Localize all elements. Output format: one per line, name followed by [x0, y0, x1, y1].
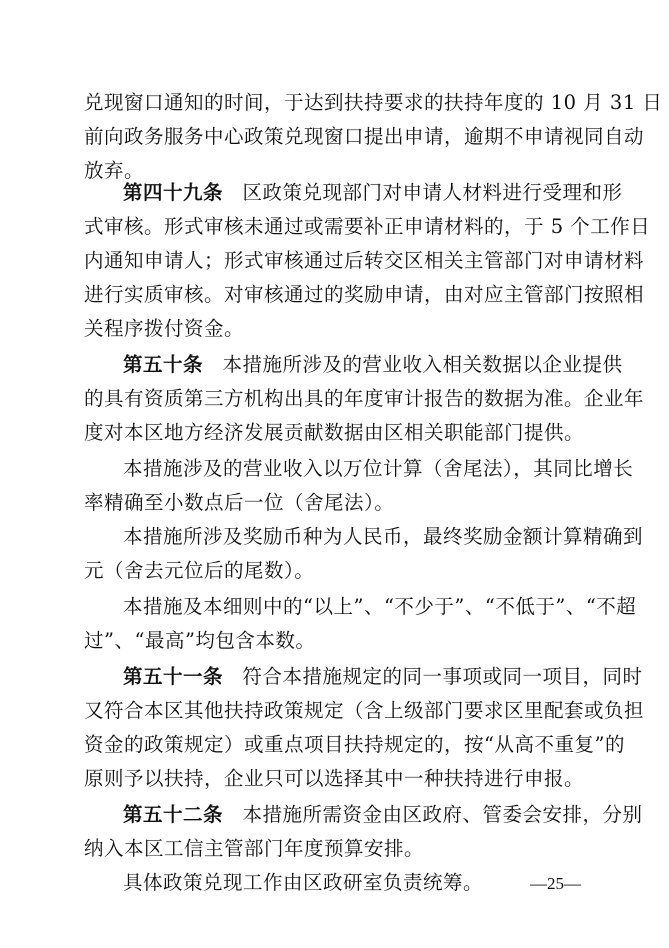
paragraph-line: 度对本区地方经济发展贡献数据由区相关职能部门提供。: [84, 421, 585, 444]
paragraph-line: 纳入本区工信主管部门年度预算安排。: [84, 837, 425, 860]
article-49-heading: 第四十九条: [123, 181, 224, 204]
paragraph-line: 式审核。形式审核未通过或需要补正申请材料的，于 5 个工作日: [84, 215, 651, 238]
article-50-first-line: [123, 348, 623, 382]
paragraph-line: 关程序拨付资金。: [84, 317, 245, 340]
paragraph-text: 符合本措施规定的同一事项或同一项目，同时: [242, 665, 643, 688]
paragraph-text: 本措施所涉及的营业收入相关数据以企业提供: [222, 353, 623, 376]
paragraph-text: 区政策兑现部门对申请人材料进行受理和形: [242, 181, 623, 204]
paragraph-line: 前向政务服务中心政策兑现窗口提出申请，逾期不申请视同自动: [84, 125, 645, 148]
paragraph-line: 进行实质审核。对审核通过的奖励申请，由对应主管部门按照相: [84, 283, 645, 306]
paragraph-line: 兑现窗口通知的时间，于达到扶持要求的扶持年度的 10 月 31 日: [84, 91, 663, 114]
paragraph-line: 本措施及本细则中的“以上”、“不少于”、“不低于”、“不超: [123, 595, 637, 618]
paragraph-line: 元（舍去元位后的尾数）。: [84, 559, 315, 582]
paragraph-line: 放弃。: [84, 159, 145, 182]
paragraph-line: 率精确至小数点后一位（舍尾法）。: [84, 491, 395, 514]
paragraph-line: 本措施涉及的营业收入以万位计算（舍尾法），其同比增长: [123, 457, 634, 480]
paragraph-line: 内通知申请人；形式审核通过后转交区相关主管部门对申请材料: [84, 249, 645, 272]
paragraph-line: 原则予以扶持，企业只可以选择其中一种扶持进行申报。: [84, 767, 585, 790]
paragraph-line: 的具有资质第三方机构出具的年度审计报告的数据为准。企业年: [84, 387, 645, 410]
article-52-first-line: [123, 798, 643, 832]
paragraph-text: 本措施所需资金由区政府、管委会安排，分别: [242, 803, 643, 826]
article-51-first-line: [123, 660, 643, 694]
paragraph-line: 又符合本区其他扶持政策规定（含上级部门要求区里配套或负担: [84, 699, 645, 722]
article-51-heading: 第五十一条: [123, 665, 224, 688]
paragraph-line: 过”、“最高”均包含本数。: [84, 629, 316, 652]
paragraph-line: 具体政策兑现工作由区政研室负责统筹。: [123, 871, 484, 894]
paragraph-line: 资金的政策规定）或重点项目扶持规定的，按“从高不重复”的: [84, 733, 625, 756]
article-50-heading: 第五十条: [123, 353, 204, 376]
page-number: —25—: [530, 874, 581, 893]
article-52-heading: 第五十二条: [123, 803, 224, 826]
paragraph-line: 本措施所涉及奖励币种为人民币，最终奖励金额计算精确到: [123, 525, 644, 548]
article-49-first-line: [123, 176, 623, 210]
